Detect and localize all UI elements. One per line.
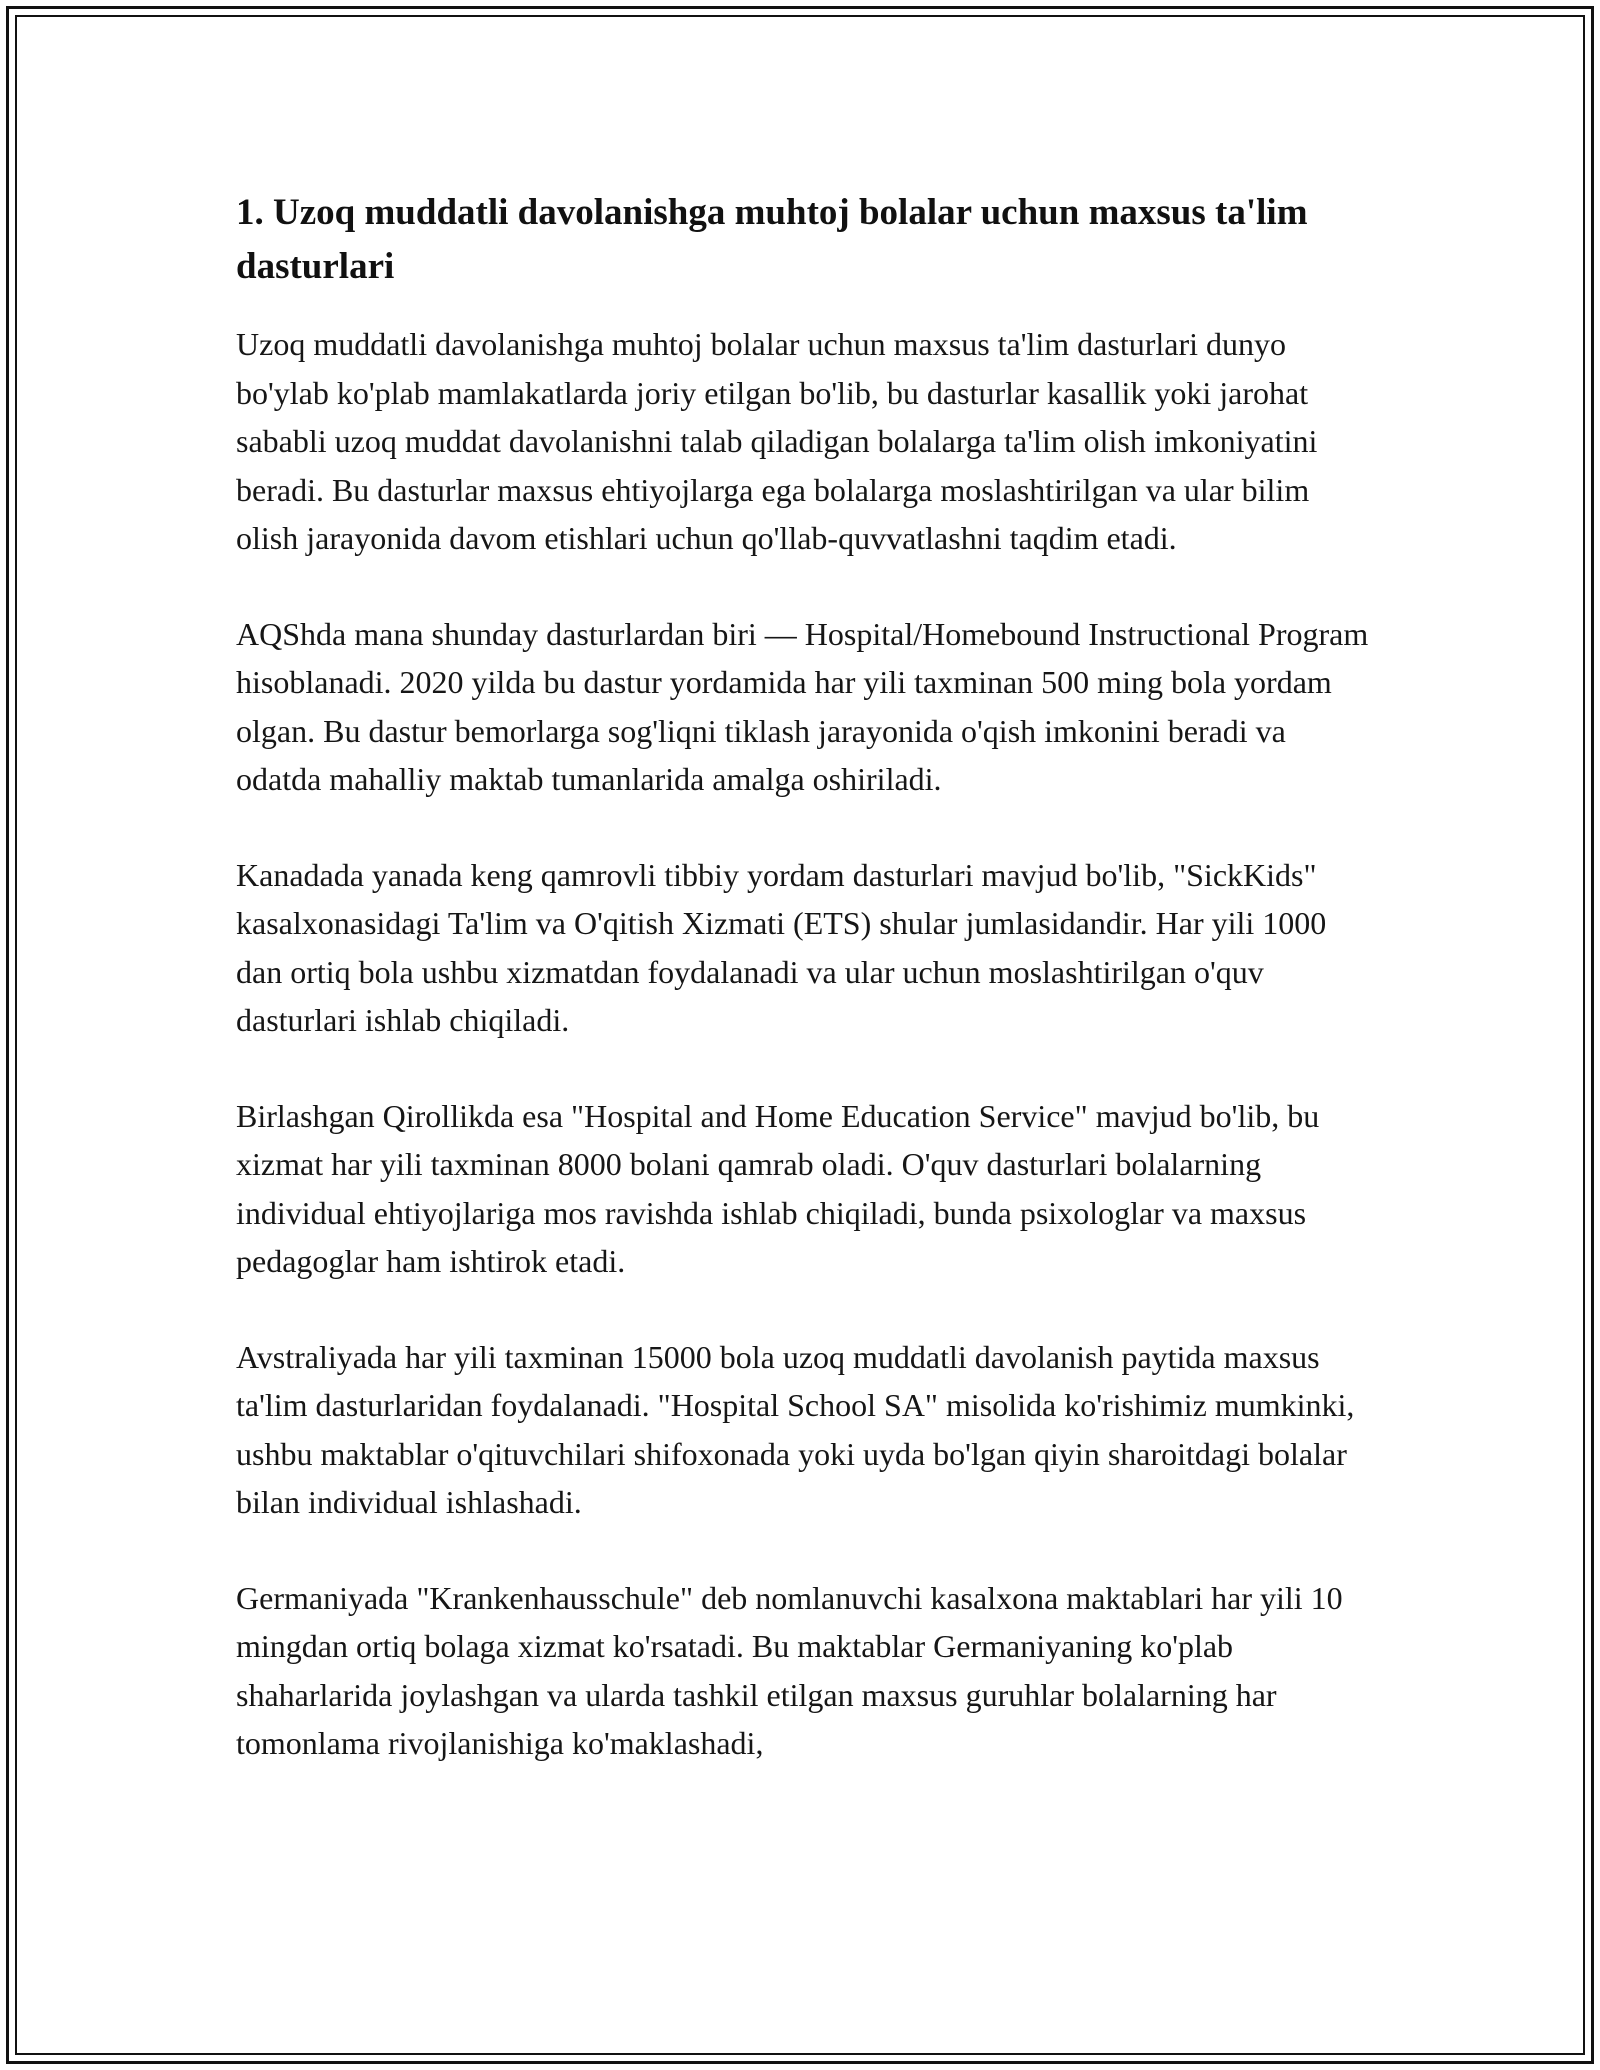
paragraph-australia: Avstraliyada har yili taxminan 15000 bola uzoq muddatli davolanish paytida maxsus ta'lim dasturlaridan foydalanadi. "Hospital School SA" misolida ko'rishimiz mumkinki, ushbu maktablar o'qituvchilari shifoxonada yoki uyda bo'lgan qiyin sharoitdagi bolalar bilan individual ishlashadi. — [236, 1338, 1355, 1520]
document-body — [236, 186, 1376, 1815]
paragraph-canada: Kanadada yanada keng qamrovli tibbiy yordam dasturlari mavjud bo'lib, "SickKids" kasalxonasidagi Ta'lim va O'qitish Xizmati (ETS) shular jumlasidandir. Har yili 1000 dan ortiq bola ushbu xizmatdan foydalanadi va ular uchun moslashtirilgan o'quv dasturlari ishlab chiqiladi. — [236, 856, 1327, 1038]
paragraph-usa: AQShda mana shunday dasturlardan biri — Hospital/Homebound Instructional Program hisoblanadi. 2020 yilda bu dastur yordamida har yili taxminan 500 ming bola yordam olgan. Bu dastur bemorlarga sog'liqni tiklash jarayonida o'qish imkonini beradi va odatda mahalliy maktab tumanlarida amalga oshiriladi. — [236, 615, 1369, 797]
paragraph-uk: Birlashgan Qirollikda esa "Hospital and Home Education Service" mavjud bo'lib, bu xizmat har yili taxminan 8000 bolani qamrab oladi. O'quv dasturlari bolalarning individual ehtiyojlariga mos ravishda ishlab chiqiladi, bunda psixologlar va maxsus pedagoglar ham ishtirok etadi. — [236, 1097, 1320, 1279]
section-heading: 1. Uzoq muddatli davolanishga muhtoj bolalar uchun maxsus ta'lim dasturlari — [236, 192, 1308, 287]
paragraph-intro: Uzoq muddatli davolanishga muhtoj bolalar uchun maxsus ta'lim dasturlari dunyo bo'ylab ko'plab mamlakatlarda joriy etilgan bo'lib, bu dasturlar kasallik yoki jarohat sababli uzoq muddat davolanishni talab qiladigan bolalarga ta'lim olish imkoniyatini beradi. Bu dasturlar maxsus ehtiyojlarga ega bolalarga moslashtirilgan va ular bilim olish jarayonida davom etishlari uchun qo'llab-quvvatlashni taqdim etadi. — [236, 326, 1318, 556]
paragraph-germany: Germaniyada "Krankenhausschule" deb nomlanuvchi kasalxona maktablari har yili 10 mingdan ortiq bolaga xizmat ko'rsatadi. Bu maktablar Germaniyaning ko'plab shaharlarida joylashgan va ularda tashkil etilgan maxsus guruhlar bolalarning har tomonlama rivojlanishiga ko'maklashadi, — [236, 1579, 1343, 1761]
